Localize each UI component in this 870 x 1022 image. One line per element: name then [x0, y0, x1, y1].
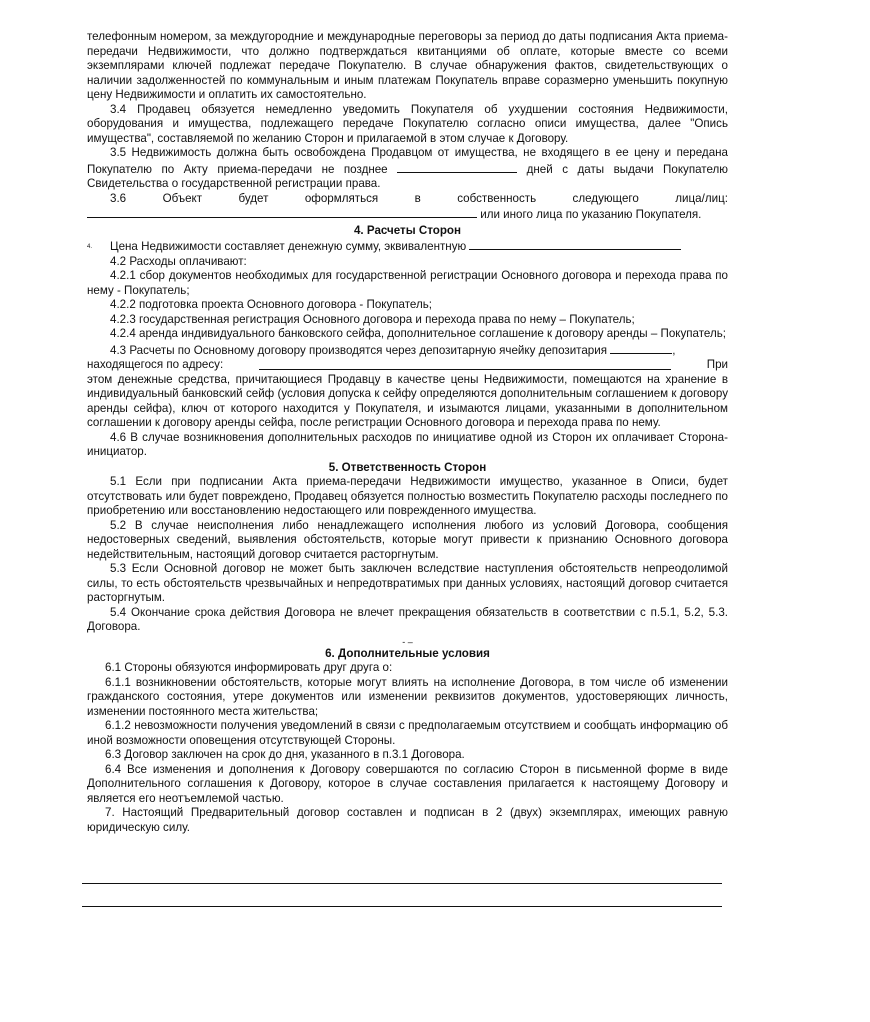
- paragraph-3-6-tail: [87, 206, 728, 223]
- word: 3.6: [110, 191, 127, 205]
- paragraph-6-4: 6.4 Все изменения и дополнения к Договору совершаются по согласию Сторон в письменной форме в виде Дополнительного соглашения к Договору, которое в случае составления прилагается к настоящему Договору и является его неотъемлемой частью.: [87, 762, 728, 805]
- paragraph-3-5-text-b: дней с даты выдачи Покупателю Свидетельства о государственной регистрации права.: [87, 162, 728, 190]
- paragraph-3-6-tail-text: или иного лица по указанию Покупателя.: [480, 208, 702, 221]
- section-separator: - –: [402, 636, 413, 647]
- section-5-title: 5. Ответственность Сторон: [328, 460, 487, 474]
- section-6-title: 6. Дополнительные условия: [325, 646, 490, 660]
- paragraph-4-3-address-row: [87, 358, 728, 373]
- paragraph-6-1: 6.1 Стороны обязуются информировать друг друга о:: [105, 661, 393, 674]
- paragraph-3-3-tail: телефонным номером, за междугородние и международные переговоры за период до даты подписания Акта приема-передачи Недвижимости, что должно подтверждаться квитанциями об оплате, которые вместе со всеми экземплярами ключей подлежат передаче Покупателю. В случае обнаружения фактов, свидетельствующих о наличии задолженностей по коммунальным и иным платежам Покупатель вправе соразмерно уменьшить покупную цену Недвижимости и оплатить их самостоятельно.: [87, 30, 728, 101]
- word: в: [414, 191, 421, 205]
- word: лица/лиц:: [675, 191, 728, 205]
- paragraph-6-1-2: 6.1.2 невозможности получения уведомлений в связи с предполагаемым отсутствием и сообщать информацию об иной возможности оповещения отсутствующей Стороны.: [87, 719, 728, 747]
- blank-line-price: [469, 238, 681, 250]
- paragraph-4-2: 4.2 Расходы оплачивают:: [110, 254, 247, 268]
- signature-line-2: [82, 906, 722, 907]
- paragraph-3-5-text-a: 3.5 Недвижимость должна быть освобождена Продавцом от имущества, не входящего в ее цену и передана Покупателю по Акту приема-передачи не позднее: [87, 146, 728, 176]
- paragraph-4-2-1: 4.2.1 сбор документов необходимых для государственной регистрации Основного договора и перехода права по нему - Покупатель;: [87, 269, 728, 297]
- paragraph-4-2-4: 4.2.4 аренда индивидуального банковского сейфа, дополнительное соглашение к договору аренды – Покупатель;: [110, 327, 727, 340]
- contract-page: [87, 30, 728, 835]
- paragraph-4-3-text-c: При: [706, 358, 728, 371]
- list-marker: 4.: [87, 243, 93, 250]
- paragraph-6-1-1: 6.1.1 возникновении обстоятельств, которые могут влиять на исполнение Договора, в том числе об изменении гражданского состояния, утере документов или изменении реквизитов документов, удостоверяющих личность, изменении постоянного места жительства;: [87, 675, 728, 718]
- paragraph-3-4: 3.4 Продавец обязуется немедленно уведомить Покупателя об ухудшении состояния Недвижимости, оборудования и имущества, подлежащего передаче Покупателю согласно описи имущества, далее "Опись имущества", составляемой по желанию Сторон и прилагаемой в этом случае к Договору.: [87, 102, 728, 145]
- paragraph-5-4: 5.4 Окончание срока действия Договора не влечет прекращения обязательств в соответствии с п.5.1, 5.2, 5.3. Договора.: [87, 605, 728, 633]
- paragraph-4-1-text: Цена Недвижимости составляет денежную сумму, эквивалентную: [110, 240, 467, 253]
- paragraph-4-3-text-a: 4.3 Расчеты по Основному договору производятся через депозитарную ячейку депозитария: [110, 343, 608, 357]
- paragraph-7: 7. Настоящий Предварительный договор составлен и подписан в 2 (двух) экземплярах, имеющих равную юридическую силу.: [87, 806, 728, 834]
- paragraph-3-5: [87, 146, 728, 192]
- section-4-title: 4. Расчеты Сторон: [353, 223, 462, 237]
- paragraph-5-3: 5.3 Если Основной договор не может быть заключен вследствие наступления обстоятельств непреодолимой силы, то есть обстоятельств чрезвычайных и непредотвратимых при данных условиях, настоящий договор считается расторгнутым.: [87, 562, 728, 604]
- paragraph-5-2: 5.2 В случае неисполнения либо ненадлежащего исполнения любого из условий Договора, сообщения недостоверных сведений, выявления обстоятельств, которые могут привести к признанию Основного договора недействительным, настоящий договор считается расторгнутым.: [87, 518, 728, 561]
- word: следующего: [572, 191, 639, 205]
- paragraph-3-6-row: [87, 192, 728, 207]
- paragraph-4-3-body: этом денежные средства, причитающиеся Продавцу в качестве цены Недвижимости, помещаются на хранение в индивидуальный банковский сейф (условия допуска к сейфу определяются дополнительным соглашением к договору аренды сейфа), ключ от которого находится у Покупателя, и изымаются лицами, указанными в дополнительном соглашении к договору аренды сейфа, после регистрации Основного договора и перехода права по нему.: [87, 372, 728, 429]
- paragraph-4-6: 4.6 В случае возникновения дополнительных расходов по инициативе одной из Сторон их оплачивает Сторона-инициатор.: [87, 430, 728, 458]
- paragraph-6-3: 6.3 Договор заключен на срок до дня, указанного в п.3.1 Договора.: [105, 748, 465, 761]
- word: собственность: [457, 191, 537, 205]
- paragraph-4-2-2: 4.2.2 подготовка проекта Основного договора - Покупатель;: [110, 298, 433, 311]
- word: Объект: [162, 191, 203, 205]
- word: будет: [238, 191, 269, 205]
- paragraph-4-1: [87, 238, 728, 255]
- blank-line-persons: [87, 206, 477, 218]
- paragraph-5-1: 5.1 Если при подписании Акта приема-передачи Недвижимости имущество, указанное в Описи, будет отсутствовать или будет повреждено, Продавец обязуется полностью возместить Покупателю расходы последнего по приобретению или восстановлению недостающего или поврежденного имущества.: [87, 475, 728, 517]
- paragraph-4-3-text-b: находящегося по адресу:: [87, 358, 224, 371]
- blank-line-address: [259, 358, 671, 370]
- paragraph-4-2-3: 4.2.3 государственная регистрация Основного договора и перехода права по нему – Покупатель;: [110, 312, 635, 326]
- blank-line-days: [397, 161, 517, 173]
- word: оформляться: [304, 191, 379, 205]
- blank-line-depository: [610, 342, 672, 354]
- signature-line-1: [82, 883, 722, 884]
- paragraph-4-3: 4.3 Расчеты по Основному договору производятся через депозитарную ячейку депозитария ,: [110, 343, 676, 357]
